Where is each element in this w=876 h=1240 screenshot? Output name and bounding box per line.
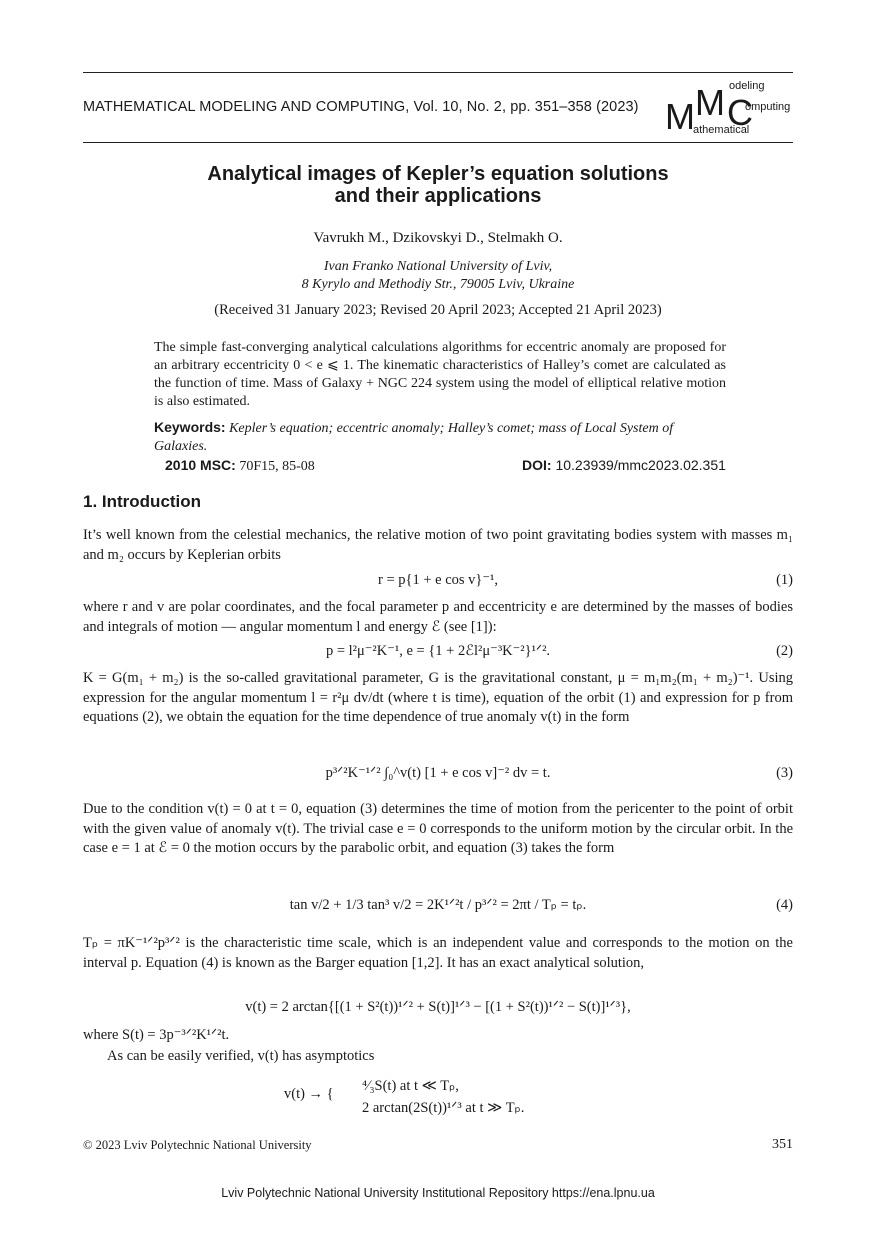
journal-logo: [665, 78, 795, 138]
journal-header: MATHEMATICAL MODELING AND COMPUTING, Vol. 10, No. 2, pp. 351–358 (2023): [83, 99, 639, 115]
equation-5: v(t) = 2 arctan{[(1 + S²(t))¹ᐟ² + S(t)]¹ᐟ³ − [(1 + S²(t))¹ᐟ² − S(t)]¹ᐟ³},: [245, 999, 631, 1015]
equation-4: tan v/2 + 1/3 tan³ v/2 = 2K¹ᐟ²t / p³ᐟ² = 2πt / Tₚ = tₚ.: [289, 897, 587, 913]
doi: [522, 457, 726, 473]
equation-4-number: (4): [776, 897, 793, 913]
title-line-2: and their applications: [334, 185, 542, 207]
msc: [165, 457, 315, 475]
paragraph-2: where r and v are polar coordinates, and the focal parameter p and eccentricity e are determined by the masses of bodies and integrals of motion — angular momentum l and energy ℰ (see [1]):: [83, 599, 793, 635]
authors: Vavrukh M., Dzikovskyi D., Stelmakh O.: [313, 230, 563, 246]
equation-6-case-1: ⁴⁄₃S(t) at t ≪ Tₚ,: [362, 1078, 459, 1094]
equation-6-lhs: v(t) → {: [284, 1086, 334, 1102]
top-rule: [83, 72, 793, 73]
keywords: [154, 418, 726, 456]
paragraph-5: Tₚ = πK⁻¹ᐟ²p³ᐟ² is the characteristic time scale, which is an independent value and corresponds to the motion on the interval p. Equation (4) is known as the Barger equation [1,2]. It has an exact analytical solution,: [83, 935, 793, 971]
repository-footer: Lviv Polytechnic National University Institutional Repository https://ena.lpnu.ua: [221, 1186, 655, 1200]
affiliation-line-1: Ivan Franko National University of Lviv,: [323, 259, 553, 274]
page-number: 351: [772, 1137, 793, 1152]
doi-value: 10.23939/mmc2023.02.351: [555, 457, 726, 473]
paragraph-3: K = G(m₁ + m₂) is the so-called gravitational parameter, G is the gravitational constant, μ = m₁m₂(m₁ + m₂)⁻¹. Using expression for the angular momentum l = r²μ dv/dt (where t is time), equation of the orbit (1) and expression for p from equations (2), we obtain the equation for the time dependence of true anomaly v(t) in the form: [83, 670, 793, 725]
logo-text-odeling: odeling: [729, 80, 765, 92]
affiliation: [83, 258, 793, 294]
equation-2: p = l²μ⁻²K⁻¹, e = {1 + 2ℰl²μ⁻³K⁻²}¹ᐟ².: [325, 643, 551, 659]
section-heading: 1. Introduction: [83, 492, 202, 511]
equation-3-number: (3): [776, 765, 793, 781]
logo-letter-m: M: [695, 82, 725, 123]
logo-text-athematical: athematical: [693, 124, 750, 136]
equation-6-cases: [362, 1075, 524, 1119]
paragraph-6: where S(t) = 3p⁻³ᐟ²K¹ᐟ²t.: [83, 1027, 230, 1043]
equation-2-number: (2): [776, 643, 793, 659]
equation-3: p³ᐟ²K⁻¹ᐟ² ∫₀^v(t) [1 + e cos v]⁻² dv = t.: [325, 765, 551, 781]
keywords-text: Kepler’s equation; eccentric anomaly; Halley’s comet; mass of Local System of Galaxies.: [154, 421, 674, 454]
abstract: The simple fast-converging analytical calculations algorithms for eccentric anomaly are proposed for an arbitrary eccentricity 0 < e ⩽ 1. The kinematic characteristics of Halley’s comet are calculated as the function of time. Mass of Galaxy + NGC 224 system using the model of elliptical relative motion is also estimated.: [154, 340, 726, 409]
equation-1-number: (1): [776, 572, 793, 588]
affiliation-line-2: 8 Kyrylo and Methodiy Str., 79005 Lviv, Ukraine: [301, 277, 575, 292]
title-line-1: Analytical images of Kepler’s equation solutions: [207, 163, 669, 185]
paragraph-7: As can be easily verified, v(t) has asymptotics: [107, 1048, 375, 1064]
logo-text-omputing: omputing: [745, 101, 791, 113]
msc-value: 70F15, 85-08: [239, 459, 315, 474]
copyright: © 2023 Lviv Polytechnic National University: [83, 1138, 312, 1152]
keywords-label: Keywords:: [154, 419, 226, 435]
received-dates: (Received 31 January 2023; Revised 20 April 2023; Accepted 21 April 2023): [214, 302, 662, 318]
logo-letter-m-large: M: [665, 96, 695, 137]
paper-title: [83, 163, 793, 207]
equation-6-case-2: 2 arctan(2S(t))¹ᐟ³ at t ≫ Tₚ.: [362, 1100, 525, 1116]
paragraph-1: It’s well known from the celestial mechanics, the relative motion of two point gravitating bodies system with masses m₁ and m₂ occurs by Keplerian orbits: [83, 527, 793, 563]
msc-label: 2010 MSC:: [165, 457, 236, 473]
header-rule: [83, 142, 793, 143]
equation-1: r = p{1 + e cos v}⁻¹,: [378, 572, 498, 588]
doi-label: DOI:: [522, 457, 552, 473]
paragraph-4: Due to the condition v(t) = 0 at t = 0, equation (3) determines the time of motion from the pericenter to the point of orbit with the given value of anomaly v(t). The trivial case e = 0 corresponds to the uniform motion by the circular orbit. In the case e = 1 at ℰ = 0 the motion occurs by the parabolic orbit, and equation (3) takes the form: [83, 801, 793, 856]
logo-letter-c: C: [727, 92, 753, 133]
